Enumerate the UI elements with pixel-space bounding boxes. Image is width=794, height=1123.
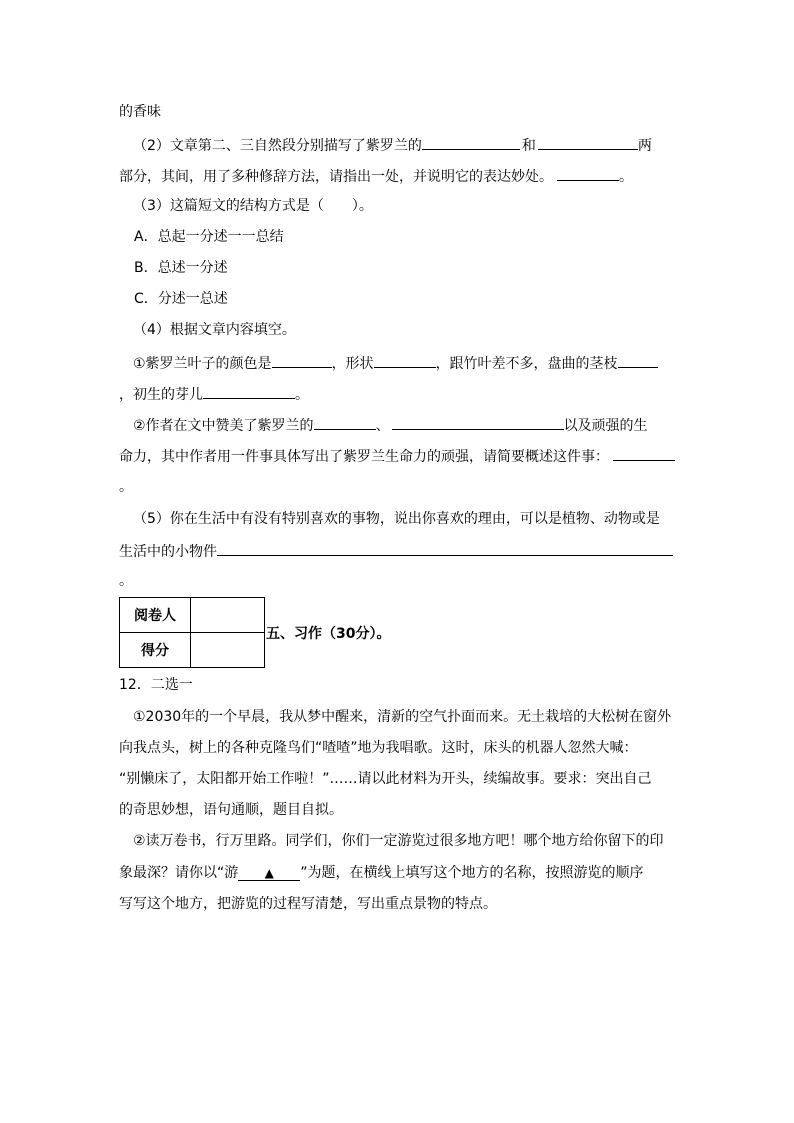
question-12-title: 12．二选一 [119, 677, 193, 693]
question-5-line-2 [119, 541, 673, 559]
question-2-line-2 [119, 166, 633, 184]
question-3: （3）这篇短文的结构方式是（ ）。 [133, 198, 373, 214]
answer-blank[interactable] [314, 415, 376, 430]
question-4: （4）根据文章内容填空。 [133, 322, 296, 338]
option-2-line: 写写这个地方，把游览的过程写清楚，写出重点景物的特点。 [119, 896, 497, 912]
answer-blank[interactable] [538, 135, 638, 150]
option-1-line: “别懒床了，太阳都开始工作啦！”……请以此材料为开头，续编故事。要求：突出自己 [119, 771, 652, 787]
text: 以及顽强的生 [563, 418, 648, 434]
text: 部分，其间，用了多种修辞方法，请指出一处，并说明它的表达妙处。 [119, 169, 553, 185]
answer-blank[interactable] [374, 353, 436, 368]
option-2-line: ②读万卷书，行万里路。同学们，你们一定游览过很多地方吧！哪个地方给你留下的印 [133, 833, 664, 849]
text: 两 [637, 138, 652, 154]
title-blank[interactable] [238, 866, 300, 881]
text: ，初生的芽儿 [119, 387, 203, 403]
score-table [119, 597, 265, 668]
text-line: 。 [119, 573, 133, 589]
score-label: 得分 [120, 633, 191, 668]
option-c: C．分述一总述 [134, 291, 228, 307]
text: 。 [619, 169, 633, 185]
text: ，跟竹叶差不多，盘曲的茎枝 [435, 356, 618, 372]
text: ”为题，在横线上填写这个地方的名称，按照游览的顺序 [300, 865, 644, 881]
question-5-line-1: （5）你在生活中有没有特别喜欢的事物，说出你喜欢的理由，可以是植物、动物或是 [133, 511, 660, 527]
text: 和 [521, 138, 536, 154]
option-1-line: ①2030年的一个早晨，我从梦中醒来，清新的空气扑面而来。无土栽培的大松树在窗外 [133, 709, 672, 725]
text: 命力，其中作者用一件事具体写出了紫罗兰生命力的顽强，请简要概述这件事： [119, 449, 609, 465]
reviewer-label: 阅卷人 [120, 598, 191, 633]
section-heading: 五、习作（30分）。 [266, 626, 391, 642]
reviewer-cell[interactable] [191, 598, 265, 633]
option-2-line [119, 864, 644, 882]
text: ①紫罗兰叶子的颜色是 [133, 356, 272, 372]
answer-blank[interactable] [618, 353, 658, 368]
text: 象最深？请你以“游 [119, 865, 239, 881]
score-cell[interactable] [191, 633, 265, 668]
question-4-2-line-1 [133, 415, 648, 433]
text: 生活中的小物件 [119, 544, 217, 560]
answer-blank[interactable] [557, 166, 619, 181]
text-line: 的香味 [119, 104, 161, 120]
option-1-line: 向我点头，树上的各种克隆鸟们“喳喳”地为我唱歌。这时，床头的机器人忽然大喊： [119, 740, 638, 756]
text: ②作者在文中赞美了紫罗兰的 [133, 418, 314, 434]
answer-blank[interactable] [203, 384, 295, 399]
option-a: A．总起一分述一一总结 [134, 229, 284, 245]
text: ，形状 [331, 356, 374, 372]
answer-blank[interactable] [392, 415, 564, 430]
question-2-line-1 [133, 135, 652, 153]
text-line: 。 [119, 479, 133, 495]
question-4-2-line-2 [119, 446, 675, 464]
answer-blank[interactable] [217, 541, 673, 556]
question-4-1-line-1 [133, 353, 658, 371]
text: （2）文章第二、三自然段分别描写了紫罗兰的 [133, 138, 422, 154]
text: 、 [375, 418, 390, 434]
answer-blank[interactable] [272, 353, 332, 368]
option-1-line: 的奇思妙想，语句通顺，题目自拟。 [119, 802, 343, 818]
triangle-icon: ▲ [264, 866, 274, 880]
answer-blank[interactable] [613, 446, 675, 461]
answer-blank[interactable] [422, 135, 520, 150]
question-4-1-line-2 [119, 384, 309, 402]
text: 。 [295, 387, 309, 403]
option-b: B．总述一分述 [134, 260, 228, 276]
